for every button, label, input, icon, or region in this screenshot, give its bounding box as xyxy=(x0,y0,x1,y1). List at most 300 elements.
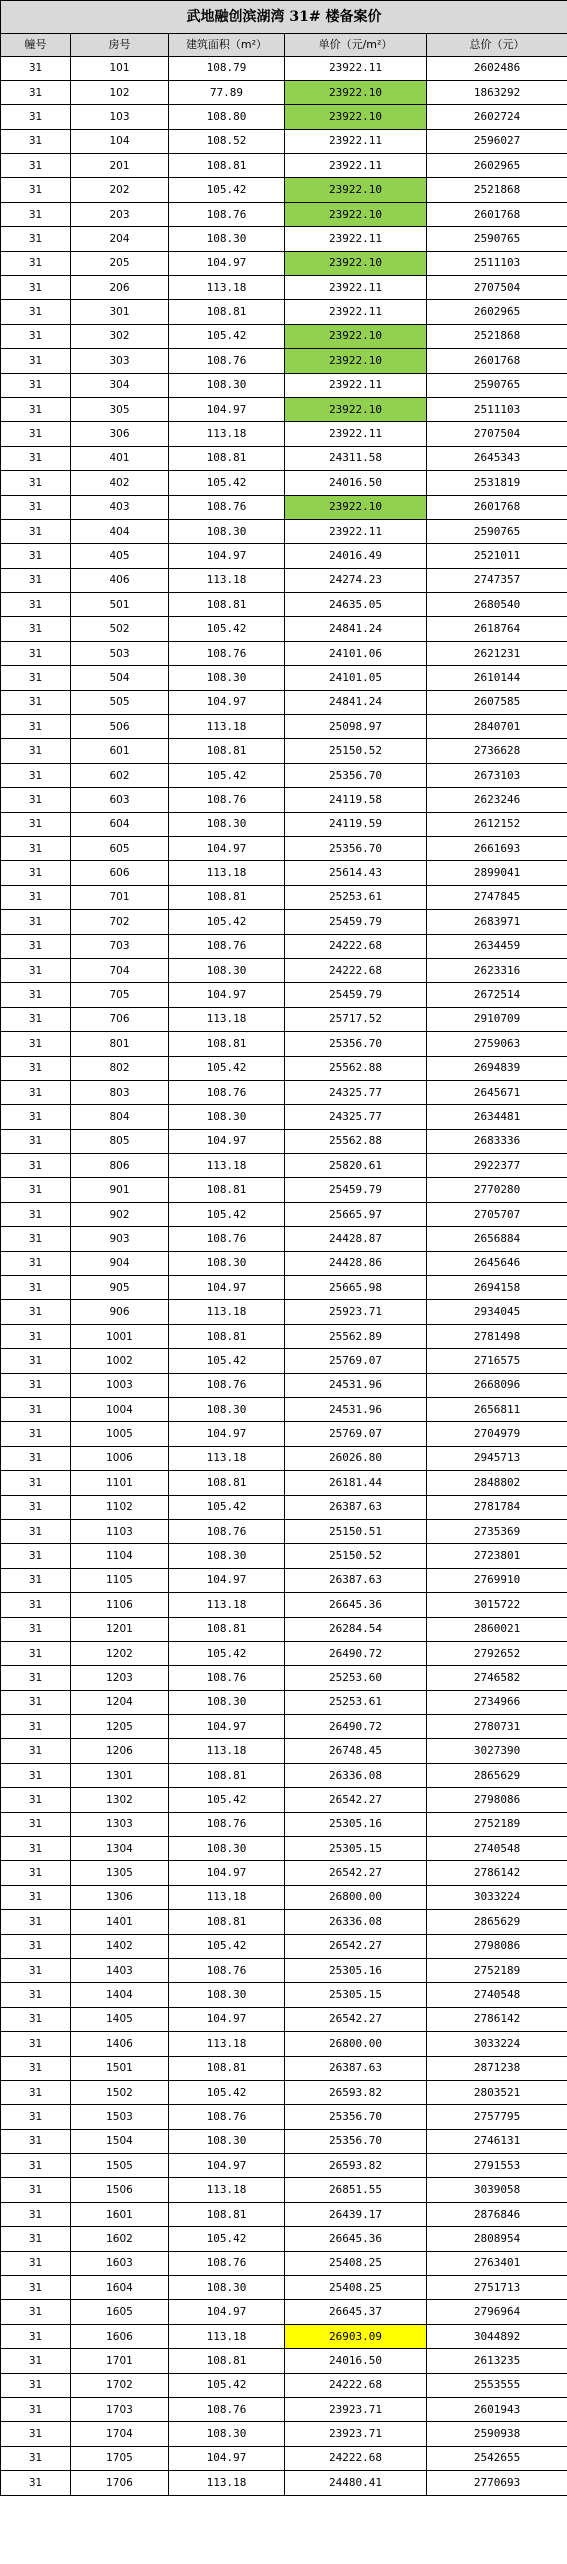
cell-area: 104.97 xyxy=(169,397,285,421)
cell-unit: 1205 xyxy=(71,1715,169,1739)
table-row xyxy=(1,2251,567,2275)
cell-building: 31 xyxy=(1,544,71,568)
cell-area: 108.81 xyxy=(169,885,285,909)
cell-building: 31 xyxy=(1,1910,71,1934)
cell-building: 31 xyxy=(1,227,71,251)
cell-building: 31 xyxy=(1,154,71,178)
cell-unit: 802 xyxy=(71,1056,169,1080)
cell-total-price: 2796964 xyxy=(427,2300,567,2324)
cell-unit: 205 xyxy=(71,251,169,275)
table-row xyxy=(1,251,567,275)
cell-unit-price: 24428.87 xyxy=(285,1227,427,1251)
cell-area: 104.97 xyxy=(169,2446,285,2470)
table-row xyxy=(1,1276,567,1300)
cell-area: 104.97 xyxy=(169,251,285,275)
cell-area: 108.81 xyxy=(169,154,285,178)
cell-area: 113.18 xyxy=(169,2032,285,2056)
cell-area: 108.76 xyxy=(169,788,285,812)
cell-unit: 701 xyxy=(71,885,169,909)
cell-unit: 1203 xyxy=(71,1666,169,1690)
column-header-area: 建筑面积（m²） xyxy=(169,33,285,56)
cell-unit-price: 23922.10 xyxy=(285,105,427,129)
cell-unit-price: 23923.71 xyxy=(285,2422,427,2446)
cell-unit: 903 xyxy=(71,1227,169,1251)
table-row xyxy=(1,1080,567,1104)
table-row xyxy=(1,446,567,470)
cell-total-price: 2553555 xyxy=(427,2373,567,2397)
cell-building: 31 xyxy=(1,1324,71,1348)
cell-unit: 401 xyxy=(71,446,169,470)
cell-total-price: 2596027 xyxy=(427,129,567,153)
cell-area: 108.81 xyxy=(169,1178,285,1202)
cell-area: 108.81 xyxy=(169,2056,285,2080)
cell-unit: 501 xyxy=(71,593,169,617)
cell-unit-price: 25305.16 xyxy=(285,1812,427,1836)
cell-total-price: 2899041 xyxy=(427,861,567,885)
cell-building: 31 xyxy=(1,1690,71,1714)
cell-total-price: 2521011 xyxy=(427,544,567,568)
cell-building: 31 xyxy=(1,1934,71,1958)
cell-area: 108.30 xyxy=(169,666,285,690)
cell-area: 113.18 xyxy=(169,1593,285,1617)
cell-building: 31 xyxy=(1,617,71,641)
cell-unit-price: 25356.70 xyxy=(285,2105,427,2129)
cell-unit: 1105 xyxy=(71,1568,169,1592)
cell-unit-price: 26542.27 xyxy=(285,1934,427,1958)
cell-total-price: 2645343 xyxy=(427,446,567,470)
cell-area: 108.80 xyxy=(169,105,285,129)
table-row xyxy=(1,202,567,226)
cell-total-price: 2786142 xyxy=(427,2007,567,2031)
table-row xyxy=(1,1568,567,1592)
table-row xyxy=(1,983,567,1007)
cell-unit-price: 26645.36 xyxy=(285,1593,427,1617)
cell-area: 108.30 xyxy=(169,1544,285,1568)
cell-total-price: 2601768 xyxy=(427,202,567,226)
cell-unit-price: 23923.71 xyxy=(285,2398,427,2422)
table-row xyxy=(1,80,567,104)
cell-total-price: 2634481 xyxy=(427,1105,567,1129)
cell-unit: 1505 xyxy=(71,2154,169,2178)
cell-total-price: 2610144 xyxy=(427,666,567,690)
cell-unit-price: 23922.11 xyxy=(285,422,427,446)
cell-building: 31 xyxy=(1,1544,71,1568)
cell-unit-price: 23922.11 xyxy=(285,519,427,543)
cell-unit-price: 25356.70 xyxy=(285,2129,427,2153)
cell-area: 108.30 xyxy=(169,2129,285,2153)
cell-total-price: 3027390 xyxy=(427,1739,567,1763)
cell-area: 108.30 xyxy=(169,1837,285,1861)
cell-unit-price: 25408.25 xyxy=(285,2276,427,2300)
cell-unit: 203 xyxy=(71,202,169,226)
sheet-title: 武地融创滨湖湾 31# 楼备案价 xyxy=(1,1,567,34)
table-row xyxy=(1,885,567,909)
cell-unit-price: 25459.79 xyxy=(285,1178,427,1202)
cell-unit: 1006 xyxy=(71,1446,169,1470)
cell-building: 31 xyxy=(1,1129,71,1153)
cell-total-price: 2511103 xyxy=(427,397,567,421)
cell-total-price: 2769910 xyxy=(427,1568,567,1592)
cell-building: 31 xyxy=(1,1032,71,1056)
cell-total-price: 2601943 xyxy=(427,2398,567,2422)
table-row xyxy=(1,1715,567,1739)
cell-building: 31 xyxy=(1,1519,71,1543)
cell-unit: 1301 xyxy=(71,1763,169,1787)
cell-total-price: 2590765 xyxy=(427,519,567,543)
table-row xyxy=(1,2178,567,2202)
cell-building: 31 xyxy=(1,2202,71,2226)
cell-unit: 1103 xyxy=(71,1519,169,1543)
cell-unit: 1501 xyxy=(71,2056,169,2080)
cell-building: 31 xyxy=(1,958,71,982)
table-row xyxy=(1,715,567,739)
cell-area: 104.97 xyxy=(169,1861,285,1885)
table-row xyxy=(1,1763,567,1787)
table-row xyxy=(1,1739,567,1763)
cell-unit-price: 25717.52 xyxy=(285,1007,427,1031)
cell-building: 31 xyxy=(1,1276,71,1300)
table-row xyxy=(1,373,567,397)
cell-unit-price: 23922.11 xyxy=(285,300,427,324)
table-row xyxy=(1,1837,567,1861)
cell-area: 113.18 xyxy=(169,422,285,446)
cell-unit-price: 23922.10 xyxy=(285,397,427,421)
cell-building: 31 xyxy=(1,690,71,714)
cell-area: 108.30 xyxy=(169,1397,285,1421)
table-row xyxy=(1,1105,567,1129)
cell-total-price: 2694158 xyxy=(427,1276,567,1300)
cell-building: 31 xyxy=(1,2032,71,2056)
cell-total-price: 2680540 xyxy=(427,593,567,617)
table-row xyxy=(1,324,567,348)
cell-unit-price: 25769.07 xyxy=(285,1422,427,1446)
cell-unit-price: 23922.10 xyxy=(285,495,427,519)
cell-unit-price: 25769.07 xyxy=(285,1349,427,1373)
table-row xyxy=(1,544,567,568)
table-row xyxy=(1,1154,567,1178)
cell-unit-price: 24222.68 xyxy=(285,934,427,958)
cell-unit-price: 26490.72 xyxy=(285,1641,427,1665)
cell-area: 108.81 xyxy=(169,2202,285,2226)
cell-unit-price: 23922.11 xyxy=(285,56,427,80)
cell-area: 108.76 xyxy=(169,349,285,373)
cell-unit-price: 26851.55 xyxy=(285,2178,427,2202)
cell-unit: 1305 xyxy=(71,1861,169,1885)
cell-unit: 703 xyxy=(71,934,169,958)
cell-building: 31 xyxy=(1,56,71,80)
cell-unit-price: 26336.08 xyxy=(285,1910,427,1934)
table-row xyxy=(1,1471,567,1495)
cell-total-price: 2798086 xyxy=(427,1788,567,1812)
cell-building: 31 xyxy=(1,910,71,934)
cell-area: 113.18 xyxy=(169,276,285,300)
cell-unit: 603 xyxy=(71,788,169,812)
cell-unit-price: 26387.63 xyxy=(285,1495,427,1519)
cell-area: 108.76 xyxy=(169,2251,285,2275)
cell-area: 104.97 xyxy=(169,983,285,1007)
cell-area: 108.81 xyxy=(169,2349,285,2373)
cell-total-price: 2623316 xyxy=(427,958,567,982)
cell-area: 113.18 xyxy=(169,1885,285,1909)
cell-area: 108.76 xyxy=(169,1519,285,1543)
cell-unit-price: 26387.63 xyxy=(285,2056,427,2080)
cell-unit-price: 24222.68 xyxy=(285,2373,427,2397)
table-row xyxy=(1,276,567,300)
cell-area: 108.76 xyxy=(169,1958,285,1982)
cell-total-price: 2613235 xyxy=(427,2349,567,2373)
column-header-building: 幢号 xyxy=(1,33,71,56)
cell-area: 104.97 xyxy=(169,544,285,568)
table-row xyxy=(1,2007,567,2031)
cell-total-price: 2511103 xyxy=(427,251,567,275)
table-row xyxy=(1,666,567,690)
cell-building: 31 xyxy=(1,641,71,665)
table-row xyxy=(1,1251,567,1275)
cell-unit: 1102 xyxy=(71,1495,169,1519)
cell-total-price: 2602724 xyxy=(427,105,567,129)
cell-area: 113.18 xyxy=(169,1154,285,1178)
cell-area: 104.97 xyxy=(169,1715,285,1739)
cell-unit-price: 24119.59 xyxy=(285,812,427,836)
table-row xyxy=(1,690,567,714)
cell-area: 108.30 xyxy=(169,1690,285,1714)
cell-building: 31 xyxy=(1,812,71,836)
table-row xyxy=(1,1056,567,1080)
cell-unit-price: 24635.05 xyxy=(285,593,427,617)
cell-building: 31 xyxy=(1,2105,71,2129)
cell-total-price: 2621231 xyxy=(427,641,567,665)
cell-area: 113.18 xyxy=(169,568,285,592)
cell-building: 31 xyxy=(1,495,71,519)
cell-unit: 1202 xyxy=(71,1641,169,1665)
cell-total-price: 2757795 xyxy=(427,2105,567,2129)
column-header-unit: 房号 xyxy=(71,33,169,56)
table-row xyxy=(1,1129,567,1153)
cell-building: 31 xyxy=(1,715,71,739)
cell-total-price: 2542655 xyxy=(427,2446,567,2470)
table-row xyxy=(1,1324,567,1348)
cell-unit-price: 26645.36 xyxy=(285,2227,427,2251)
cell-total-price: 2590938 xyxy=(427,2422,567,2446)
cell-total-price: 2645646 xyxy=(427,1251,567,1275)
table-row xyxy=(1,56,567,80)
table-row xyxy=(1,2446,567,2470)
table-row xyxy=(1,1861,567,1885)
cell-total-price: 3039058 xyxy=(427,2178,567,2202)
cell-building: 31 xyxy=(1,1105,71,1129)
cell-total-price: 2683336 xyxy=(427,1129,567,1153)
cell-unit: 801 xyxy=(71,1032,169,1056)
table-row xyxy=(1,2080,567,2104)
cell-unit: 305 xyxy=(71,397,169,421)
cell-unit-price: 25305.15 xyxy=(285,1983,427,2007)
cell-area: 108.81 xyxy=(169,1617,285,1641)
cell-area: 108.81 xyxy=(169,446,285,470)
cell-unit-price: 24428.86 xyxy=(285,1251,427,1275)
cell-unit: 1706 xyxy=(71,2471,169,2495)
cell-building: 31 xyxy=(1,593,71,617)
cell-area: 113.18 xyxy=(169,2178,285,2202)
cell-unit-price: 26181.44 xyxy=(285,1471,427,1495)
table-row xyxy=(1,593,567,617)
cell-unit-price: 24325.77 xyxy=(285,1080,427,1104)
cell-unit: 503 xyxy=(71,641,169,665)
cell-building: 31 xyxy=(1,1495,71,1519)
cell-unit: 303 xyxy=(71,349,169,373)
cell-unit-price: 24480.41 xyxy=(285,2471,427,2495)
cell-total-price: 2645671 xyxy=(427,1080,567,1104)
cell-total-price: 2704979 xyxy=(427,1422,567,1446)
cell-unit: 103 xyxy=(71,105,169,129)
table-row xyxy=(1,105,567,129)
cell-building: 31 xyxy=(1,1739,71,1763)
table-row xyxy=(1,1032,567,1056)
table-row xyxy=(1,1593,567,1617)
cell-total-price: 2531819 xyxy=(427,471,567,495)
cell-building: 31 xyxy=(1,2422,71,2446)
cell-unit-price: 25150.51 xyxy=(285,1519,427,1543)
table-row xyxy=(1,861,567,885)
cell-unit: 1705 xyxy=(71,2446,169,2470)
cell-unit: 1406 xyxy=(71,2032,169,2056)
cell-building: 31 xyxy=(1,1080,71,1104)
cell-unit-price: 25562.88 xyxy=(285,1129,427,1153)
cell-unit: 306 xyxy=(71,422,169,446)
cell-building: 31 xyxy=(1,1837,71,1861)
cell-area: 108.76 xyxy=(169,495,285,519)
table-row xyxy=(1,2276,567,2300)
table-row xyxy=(1,1202,567,1226)
cell-unit: 1601 xyxy=(71,2202,169,2226)
cell-unit: 404 xyxy=(71,519,169,543)
cell-total-price: 2780731 xyxy=(427,1715,567,1739)
cell-total-price: 2656811 xyxy=(427,1397,567,1421)
cell-building: 31 xyxy=(1,1202,71,1226)
cell-unit: 406 xyxy=(71,568,169,592)
table-row xyxy=(1,471,567,495)
cell-unit-price: 24325.77 xyxy=(285,1105,427,1129)
cell-unit: 302 xyxy=(71,324,169,348)
cell-area: 105.42 xyxy=(169,178,285,202)
cell-unit: 1504 xyxy=(71,2129,169,2153)
table-row xyxy=(1,2422,567,2446)
table-row xyxy=(1,154,567,178)
cell-unit: 803 xyxy=(71,1080,169,1104)
cell-building: 31 xyxy=(1,1471,71,1495)
cell-unit: 1004 xyxy=(71,1397,169,1421)
table-row xyxy=(1,1519,567,1543)
cell-unit: 101 xyxy=(71,56,169,80)
cell-area: 108.30 xyxy=(169,519,285,543)
cell-unit: 1704 xyxy=(71,2422,169,2446)
table-row xyxy=(1,788,567,812)
table-row xyxy=(1,1885,567,1909)
cell-unit: 706 xyxy=(71,1007,169,1031)
cell-unit: 206 xyxy=(71,276,169,300)
cell-total-price: 2945713 xyxy=(427,1446,567,1470)
cell-building: 31 xyxy=(1,471,71,495)
cell-total-price: 2602486 xyxy=(427,56,567,80)
cell-area: 108.52 xyxy=(169,129,285,153)
cell-unit-price: 24016.50 xyxy=(285,471,427,495)
cell-total-price: 2707504 xyxy=(427,276,567,300)
cell-area: 108.81 xyxy=(169,1910,285,1934)
cell-building: 31 xyxy=(1,2373,71,2397)
cell-total-price: 2770280 xyxy=(427,1178,567,1202)
cell-unit-price: 24531.96 xyxy=(285,1373,427,1397)
cell-unit: 1306 xyxy=(71,1885,169,1909)
cell-unit-price: 26542.27 xyxy=(285,1788,427,1812)
cell-building: 31 xyxy=(1,80,71,104)
cell-building: 31 xyxy=(1,1397,71,1421)
cell-total-price: 2747845 xyxy=(427,885,567,909)
cell-unit: 1604 xyxy=(71,2276,169,2300)
cell-area: 105.42 xyxy=(169,763,285,787)
cell-area: 108.76 xyxy=(169,2105,285,2129)
cell-unit-price: 25305.16 xyxy=(285,1958,427,1982)
cell-total-price: 2751713 xyxy=(427,2276,567,2300)
cell-area: 104.97 xyxy=(169,690,285,714)
cell-unit-price: 25356.70 xyxy=(285,1032,427,1056)
cell-unit: 1506 xyxy=(71,2178,169,2202)
cell-unit-price: 23922.11 xyxy=(285,227,427,251)
cell-building: 31 xyxy=(1,568,71,592)
table-row xyxy=(1,1934,567,1958)
cell-building: 31 xyxy=(1,1007,71,1031)
cell-area: 108.76 xyxy=(169,641,285,665)
cell-total-price: 2607585 xyxy=(427,690,567,714)
cell-unit: 201 xyxy=(71,154,169,178)
cell-unit-price: 24841.24 xyxy=(285,690,427,714)
cell-total-price: 2716575 xyxy=(427,1349,567,1373)
table-row xyxy=(1,2398,567,2422)
cell-area: 108.81 xyxy=(169,1763,285,1787)
table-row xyxy=(1,958,567,982)
cell-total-price: 2601768 xyxy=(427,495,567,519)
cell-unit: 702 xyxy=(71,910,169,934)
cell-building: 31 xyxy=(1,1056,71,1080)
cell-unit-price: 26593.82 xyxy=(285,2154,427,2178)
table-row xyxy=(1,495,567,519)
cell-building: 31 xyxy=(1,1885,71,1909)
cell-area: 108.30 xyxy=(169,227,285,251)
cell-building: 31 xyxy=(1,276,71,300)
cell-area: 113.18 xyxy=(169,1739,285,1763)
cell-unit: 502 xyxy=(71,617,169,641)
cell-unit-price: 24119.58 xyxy=(285,788,427,812)
cell-unit-price: 23922.10 xyxy=(285,178,427,202)
cell-unit-price: 25253.61 xyxy=(285,885,427,909)
cell-area: 108.81 xyxy=(169,1324,285,1348)
cell-area: 108.30 xyxy=(169,1105,285,1129)
cell-building: 31 xyxy=(1,251,71,275)
cell-building: 31 xyxy=(1,1763,71,1787)
cell-area: 108.76 xyxy=(169,1812,285,1836)
cell-total-price: 2781498 xyxy=(427,1324,567,1348)
cell-unit: 1703 xyxy=(71,2398,169,2422)
cell-unit: 402 xyxy=(71,471,169,495)
cell-total-price: 2707504 xyxy=(427,422,567,446)
cell-unit-price: 26903.09 xyxy=(285,2324,427,2348)
cell-building: 31 xyxy=(1,1568,71,1592)
column-header-total-price: 总价（元） xyxy=(427,33,567,56)
table-row xyxy=(1,1397,567,1421)
cell-unit: 804 xyxy=(71,1105,169,1129)
cell-building: 31 xyxy=(1,934,71,958)
cell-unit: 806 xyxy=(71,1154,169,1178)
table-row xyxy=(1,397,567,421)
cell-total-price: 2736628 xyxy=(427,739,567,763)
